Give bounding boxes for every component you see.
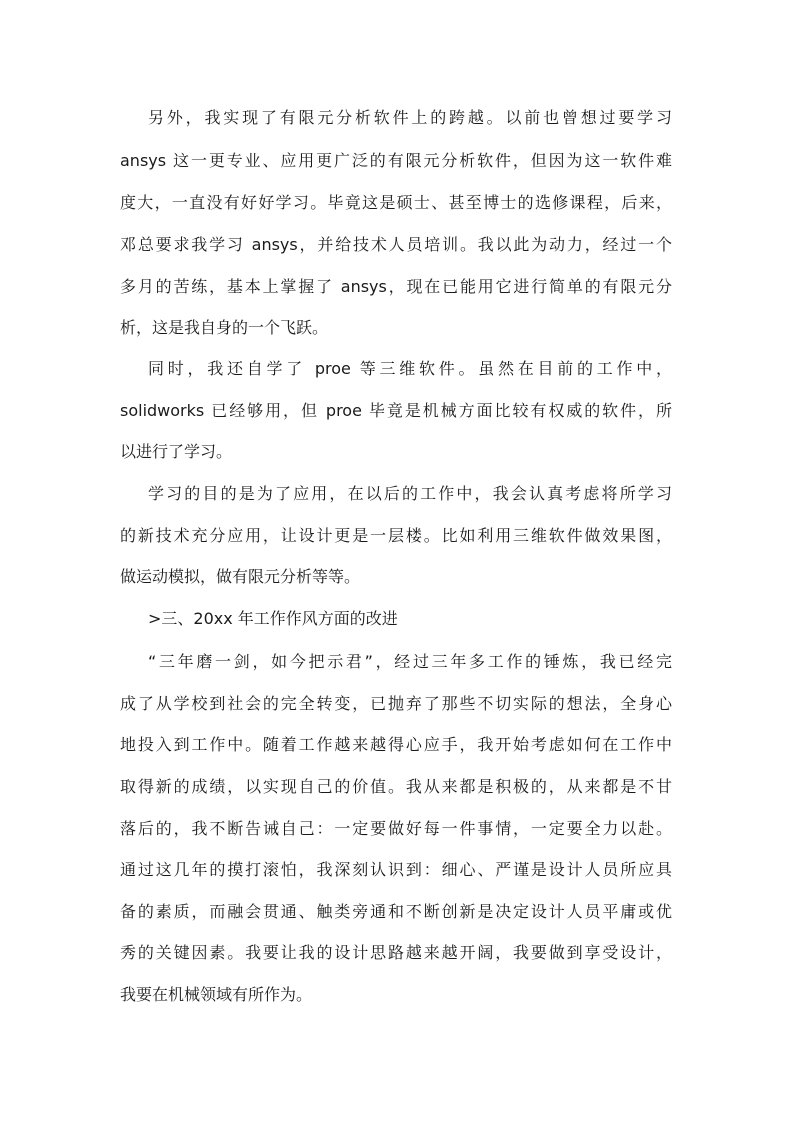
- paragraph-4-line-3: 地投入到工作中。随着工作越来越得心应手，我开始考虑如何在工作中: [120, 735, 672, 754]
- paragraph-4-line-2: 成了从学校到社会的完全转变，已抛弃了那些不切实际的想法，全身心: [120, 694, 672, 713]
- paragraph-1-line-3: 度大，一直没有好好学习。毕竟这是硕士、甚至博士的选修课程，后来，: [120, 193, 672, 212]
- paragraph-1-line-4: 邓总要求我学习 ansys，并给技术人员培训。我以此为动力，经过一个: [120, 235, 672, 254]
- paragraph-4-line-7: 备的素质，而融会贯通、触类旁通和不断创新是决定设计人员平庸或优: [120, 902, 672, 921]
- paragraph-3-line-2: 的新技术充分应用，让设计更是一层楼。比如利用三维软件做效果图，: [120, 526, 672, 545]
- paragraph-1-line-5: 多月的苦练，基本上掌握了 ansys，现在已能用它进行简单的有限元分: [120, 277, 672, 296]
- paragraph-1-line-2: ansys 这一更专业、应用更广泛的有限元分析软件，但因为这一软件难: [120, 151, 672, 170]
- paragraph-2-line-2: solidworks 已经够用，但 proe 毕竟是机械方面比较有权威的软件，所: [120, 401, 672, 420]
- paragraph-3-line-3: 做运动模拟，做有限元分析等等。: [120, 567, 361, 586]
- paragraph-3-line-1: 学习的目的是为了应用，在以后的工作中，我会认真考虑将所学习: [148, 484, 672, 503]
- paragraph-1-line-1: 另外，我实现了有限元分析软件上的跨越。以前也曾想过要学习: [148, 108, 672, 127]
- paragraph-4-line-8: 秀的关键因素。我要让我的设计思路越来越开阔，我要做到享受设计，: [120, 943, 672, 962]
- paragraph-4-line-1: “三年磨一剑，如今把示君”，经过三年多工作的锤炼，我已经完: [148, 652, 672, 671]
- paragraph-4-line-4: 取得新的成绩，以实现自己的价值。我从来都是积极的，从来都是不甘: [120, 777, 672, 796]
- section-heading: >三、20xx 年工作作风方面的改进: [148, 609, 398, 628]
- paragraph-4-line-6: 通过这几年的摸打滚怕，我深刻认识到：细心、严谨是设计人员所应具: [120, 860, 672, 879]
- paragraph-2-line-3: 以进行了学习。: [120, 442, 233, 461]
- paragraph-1-line-6: 析，这是我自身的一个飞跃。: [120, 318, 329, 337]
- paragraph-4-line-9: 我要在机械领域有所作为。: [120, 985, 313, 1004]
- paragraph-4-line-5: 落后的，我不断告诫自己：一定要做好每一件事情，一定要全力以赴。: [120, 819, 672, 838]
- paragraph-2-line-1: 同时，我还自学了 proe 等三维软件。虽然在目前的工作中，: [148, 359, 672, 378]
